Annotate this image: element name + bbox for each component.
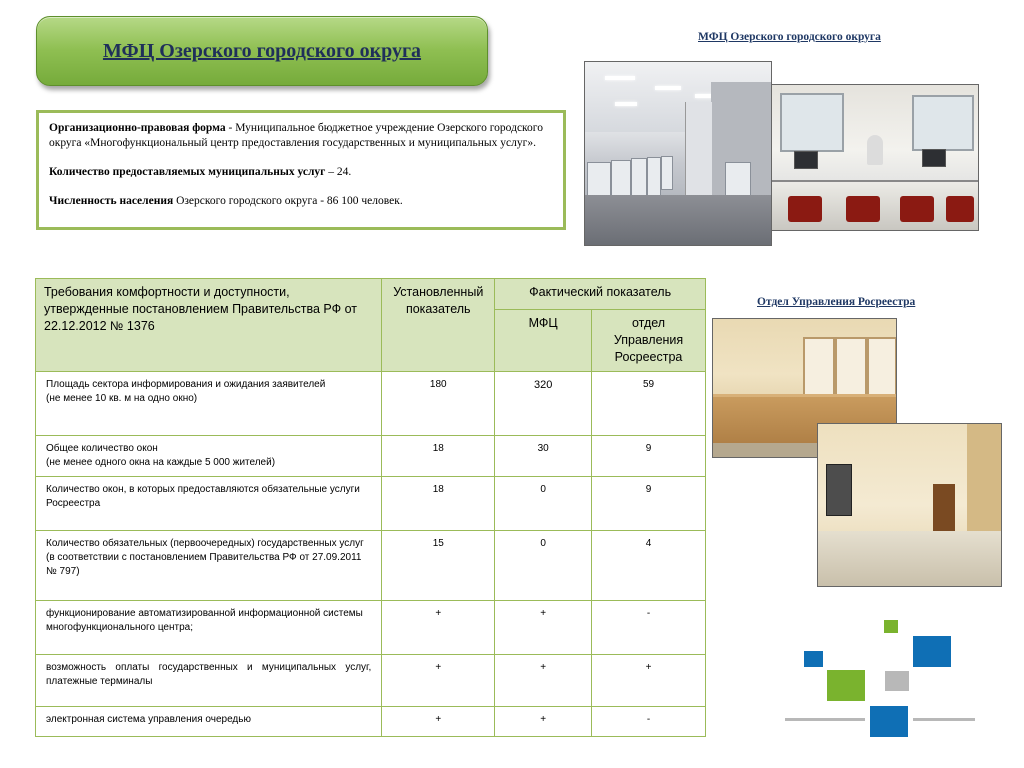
row-rosreestr: - — [592, 707, 706, 737]
table-row — [36, 372, 706, 436]
row-mfc: 30 — [495, 436, 592, 477]
row-mfc: 0 — [495, 531, 592, 601]
row-established: + — [382, 601, 495, 655]
legal-form-paragraph — [49, 121, 553, 151]
legal-form-label: Организационно-правовая форма — [49, 122, 226, 134]
services-paragraph — [49, 165, 553, 180]
table-row — [36, 531, 706, 601]
col-header-mfc: МФЦ — [495, 310, 592, 372]
logo-square-blue-bottom — [870, 706, 908, 737]
services-label: Количество предоставляемых муниципальных услуг — [49, 166, 326, 178]
logo-square-green-large — [827, 670, 865, 701]
row-rosreestr: 4 — [592, 531, 706, 601]
row-requirement: функционирование автоматизированной информационной системы многофункционального центра; — [36, 601, 382, 655]
row-established: 18 — [382, 436, 495, 477]
col-header-rosreestr: отдел Управления Росреестра — [592, 310, 706, 372]
row-established: 18 — [382, 477, 495, 531]
table-row — [36, 707, 706, 737]
logo-line-left — [785, 718, 865, 721]
row-requirement: Общее количество окон (не менее одного окна на каждые 5 000 жителей) — [36, 436, 382, 477]
row-rosreestr: + — [592, 655, 706, 707]
row-established: 15 — [382, 531, 495, 601]
title-banner — [36, 16, 488, 86]
row-rosreestr: - — [592, 601, 706, 655]
row-requirement: возможность оплаты государственных и муниципальных услуг, платежные терминалы — [36, 655, 382, 707]
logo-square-green-small — [884, 620, 898, 633]
mfc-desk-photo — [771, 84, 979, 231]
table-row — [36, 436, 706, 477]
mfc-photo-caption: МФЦ Озерского городского округа — [698, 31, 881, 43]
legal-form-text: - Муниципальное бюджетное учреждение Озерского городского округа «Многофункциональный центр предоставления государственных и муниципальных услуг». — [49, 122, 543, 149]
row-requirement: Количество окон, в которых предоставляются обязательные услуги Росреестра — [36, 477, 382, 531]
row-mfc: 0 — [495, 477, 592, 531]
population-label: Численность населения — [49, 195, 174, 207]
row-established: + — [382, 707, 495, 737]
page-title: МФЦ Озерского городского округа — [102, 39, 422, 62]
rosreestr-hall-photo — [817, 423, 1002, 587]
row-requirement: электронная система управления очередью — [36, 707, 382, 737]
table-row — [36, 655, 706, 707]
services-text: – 24. — [325, 166, 352, 178]
rosreestr-photo-caption: Отдел Управления Росреестра — [757, 296, 916, 308]
row-mfc: + — [495, 601, 592, 655]
col-header-actual: Фактический показатель — [495, 279, 706, 310]
table-header-row — [36, 279, 706, 310]
col-header-established: Установленный показатель — [382, 279, 495, 372]
col-header-requirements: Требования комфортности и доступности, утвержденные постановлением Правительства РФ от 22.12.2012 № 1376 — [36, 279, 382, 372]
row-rosreestr: 59 — [592, 372, 706, 436]
row-mfc: 320 — [495, 372, 592, 436]
row-established: 180 — [382, 372, 495, 436]
row-mfc: + — [495, 707, 592, 737]
logo-square-blue-large — [913, 636, 951, 667]
row-mfc: + — [495, 655, 592, 707]
population-paragraph — [49, 194, 553, 209]
logo-square-gray — [885, 671, 909, 691]
row-requirement: Площадь сектора информирования и ожидания заявителей (не менее 10 кв. м на одно окно) — [36, 372, 382, 436]
logo-line-right — [913, 718, 975, 721]
population-text: Озерского городского округа - 86 100 человек. — [173, 195, 403, 207]
table-row — [36, 601, 706, 655]
requirements-table — [35, 278, 706, 737]
table-row — [36, 477, 706, 531]
logo-square-blue-small — [804, 651, 823, 667]
mfc-hall-photo — [584, 61, 772, 246]
row-requirement: Количество обязательных (первоочередных) государственных услуг (в соответствии с постановлением Правительства РФ от 27.09.2011 № 797) — [36, 531, 382, 601]
info-box — [36, 110, 566, 230]
row-established: + — [382, 655, 495, 707]
row-rosreestr: 9 — [592, 477, 706, 531]
row-rosreestr: 9 — [592, 436, 706, 477]
